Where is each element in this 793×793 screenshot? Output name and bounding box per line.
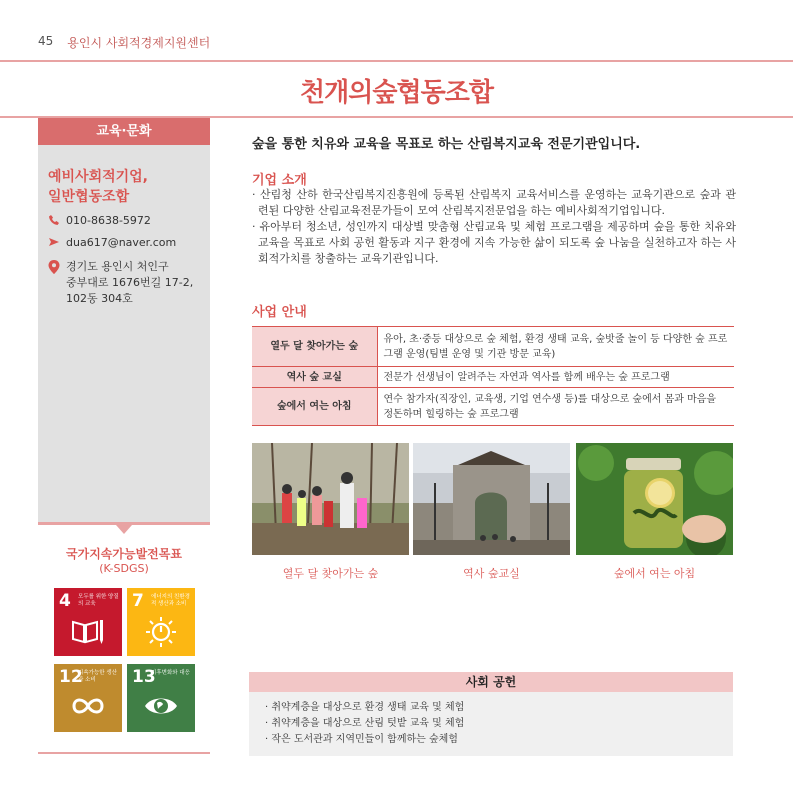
sdg-tile-12 (54, 664, 122, 732)
infinity-icon (70, 692, 106, 720)
contact-email (48, 235, 176, 251)
photo-caption: 역사 숲교실 (463, 567, 520, 580)
program-description: 유아, 초·중등 대상으로 숲 체험, 환경 생태 교육, 숲밧줄 놀이 등 다양한 숲 프로그램 운영(팀별 운영 및 기관 방문 교육) (377, 327, 734, 367)
program-description: 전문가 선생님이 알려주는 자연과 역사를 함께 배우는 숲 프로그램 (377, 367, 734, 388)
contribution-item: · 취약계층을 대상으로 환경 생태 교육 및 체험 (265, 702, 465, 713)
organization-type (48, 167, 148, 207)
org-type-line: 예비사회적기업, (48, 169, 148, 185)
eye-globe-icon (143, 692, 179, 720)
location-pin-icon (48, 260, 60, 274)
page-header (38, 34, 210, 51)
intro-item: · 산림청 산하 한국산림복지진흥원에 등록된 산림복지 교육서비스를 운영하는 교육기관으로 숲과 관련된 다양한 산림교육전문가들이 모여 산림복지전문업을 하는 예비사회적기업입니다. (252, 188, 736, 217)
page-title: 천개의숲협동조합 (300, 78, 493, 108)
sdg-tile-7 (127, 588, 195, 656)
photo-caption: 숲에서 여는 아침 (613, 567, 696, 580)
page-number: 45 (38, 34, 54, 48)
sdg-number: 7 (132, 591, 144, 611)
contribution-item: · 취약계층을 대상으로 산림 텃밭 교육 및 체험 (265, 718, 465, 729)
address-line: 경기도 용인시 처인구 (66, 260, 169, 273)
contribution-item: · 작은 도서관과 지역민들이 함께하는 숲체험 (265, 734, 458, 745)
send-icon (48, 236, 60, 248)
table-row (252, 367, 734, 388)
sdg-text: 기후변화와 대응 (151, 670, 190, 676)
business-table (252, 326, 734, 426)
book-pencil-icon (70, 616, 106, 646)
category-tab: 교육·문화 (38, 118, 210, 145)
sdg-text: 에너지의 친환경적 생산과 소비 (151, 594, 190, 607)
sdg-number: 13 (132, 667, 156, 687)
program-name: 열두 달 찾아가는 숲 (252, 327, 377, 367)
sdg-number: 4 (59, 591, 71, 611)
sdg-title: 국가지속가능발전목표 (66, 547, 182, 561)
photo-caption: 열두 달 찾아가는 숲 (282, 567, 379, 580)
address-line: 102동 304호 (66, 292, 133, 305)
sdg-subtitle: (K-SDGS) (99, 562, 149, 575)
sdg-tile-13 (127, 664, 195, 732)
phone-number: 010-8638-5972 (66, 214, 151, 227)
intro-item: · 유아부터 청소년, 성인까지 대상별 맞춤형 산림교육 및 체험 프로그램을 제공하며 숲을 통한 치유와 교육을 목표로 사회 공헌 활동과 지구 환경에 지속 가능한 삶이 되도록 숲 나눔을 실천하고자 하는 사회적가치를 창출하는 교육기관입니다. (252, 220, 736, 265)
table-row (252, 327, 734, 367)
org-type-line: 일반협동조합 (48, 189, 130, 205)
contribution-heading: 사회 공헌 (249, 672, 733, 692)
center-name: 용인시 사회적경제지원센터 (67, 36, 211, 50)
program-name: 역사 숲 교실 (252, 367, 377, 388)
notch-marker (116, 525, 132, 534)
sidebar-footer-line (38, 752, 210, 754)
program-description: 연수 참가자(직장인, 교육생, 기업 연수생 등)를 대상으로 숲에서 몸과 마음을 정돈하며 힐링하는 숲 프로그램 (377, 388, 734, 426)
contact-phone (48, 213, 151, 229)
sdg-text: 모두를 위한 양질의 교육 (78, 594, 119, 607)
table-row (252, 388, 734, 426)
program-name: 숲에서 여는 아침 (252, 388, 377, 426)
contribution-list (249, 692, 733, 756)
lead-statement: 숲을 통한 치유와 교육을 목표로 하는 산림복지교육 전문기관입니다. (252, 137, 641, 152)
intro-list (252, 187, 736, 267)
fortress-gate-photo (413, 443, 570, 555)
phone-icon (48, 214, 60, 226)
address-line: 중부대로 1676번길 17-2, (66, 276, 194, 289)
forest-group-photo (252, 443, 409, 555)
intro-heading: 기업 소개 (252, 173, 307, 188)
business-heading: 사업 안내 (252, 305, 307, 320)
sdg-number: 12 (59, 667, 83, 687)
sdg-tile-4 (54, 588, 122, 656)
herbal-jar-photo (576, 443, 733, 555)
sun-power-icon (143, 616, 179, 648)
contact-address (48, 259, 193, 307)
email-address: dua617@naver.com (66, 236, 177, 249)
sdg-text: 지속가능한 생산과 소비 (78, 670, 117, 683)
header-divider (0, 60, 793, 62)
address-text (66, 259, 193, 307)
